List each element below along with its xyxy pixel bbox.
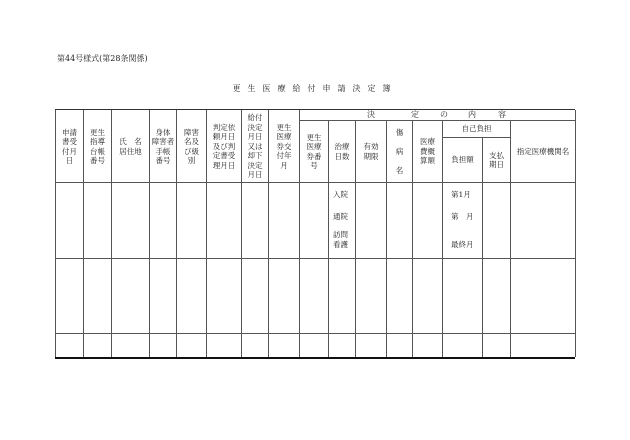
header-ticket-issue-date: 更生 医療 券交 付年 月 — [276, 122, 292, 170]
treatment-type-inpatient: 入院 — [333, 190, 348, 199]
header-designated-facility: 指定医療機関名 — [516, 146, 570, 156]
header-disease-name: 傷 病 名 — [395, 127, 404, 175]
header-judgment-dates: 判定依 頼月日 及び判 定書受 理月日 — [212, 122, 236, 170]
decision-header-char: 決 — [367, 110, 375, 119]
document-title: 更生医療給付申請決定簿 — [232, 84, 398, 93]
header-name-address: 氏 名 居住地 — [119, 137, 142, 156]
treatment-type-outpatient: 通院 — [333, 212, 348, 221]
grid-line — [55, 258, 575, 259]
grid-line — [55, 182, 575, 183]
header-medical-cost: 医療 費概 算額 — [420, 137, 435, 166]
header-treatment-days: 治療 日数 — [334, 142, 350, 161]
header-self-pay: 自己負担 — [461, 124, 492, 134]
header-decision-date: 給付 決定 月日 又は 却下 決定 月日 — [247, 113, 263, 180]
header-ticket-number: 更生 医療 券番 号 — [306, 132, 322, 170]
month-first: 第1月 — [451, 190, 471, 199]
month-blank: 第 月 — [451, 212, 474, 221]
grid-line — [55, 333, 575, 334]
application-decision-ledger — [55, 109, 575, 359]
decision-header-char: 内 — [468, 110, 476, 119]
header-self-pay-amount: 負担額 — [451, 155, 474, 165]
treatment-type-home-nursing: 訪問 看護 — [333, 230, 348, 249]
decision-header-char: 容 — [498, 110, 506, 119]
header-self-pay-due-date: 支払 期日 — [489, 150, 504, 169]
month-last: 最終月 — [451, 240, 474, 249]
header-application-date: 申請 書受 付月 日 — [62, 127, 77, 165]
header-validity-period: 有効 期限 — [363, 142, 379, 161]
header-disability-booklet-number: 身体 障害者 手帳 番号 — [151, 127, 175, 165]
decision-header-char: 定 — [411, 110, 419, 119]
header-disability-name-grade: 障害 名及 び級 別 — [184, 127, 199, 165]
grid-line — [575, 110, 576, 357]
decision-header-char: の — [440, 110, 448, 119]
header-guidance-ledger-number: 更生 指導 台帳 番号 — [90, 127, 105, 165]
form-number: 第44号様式(第28条関係) — [57, 54, 148, 63]
